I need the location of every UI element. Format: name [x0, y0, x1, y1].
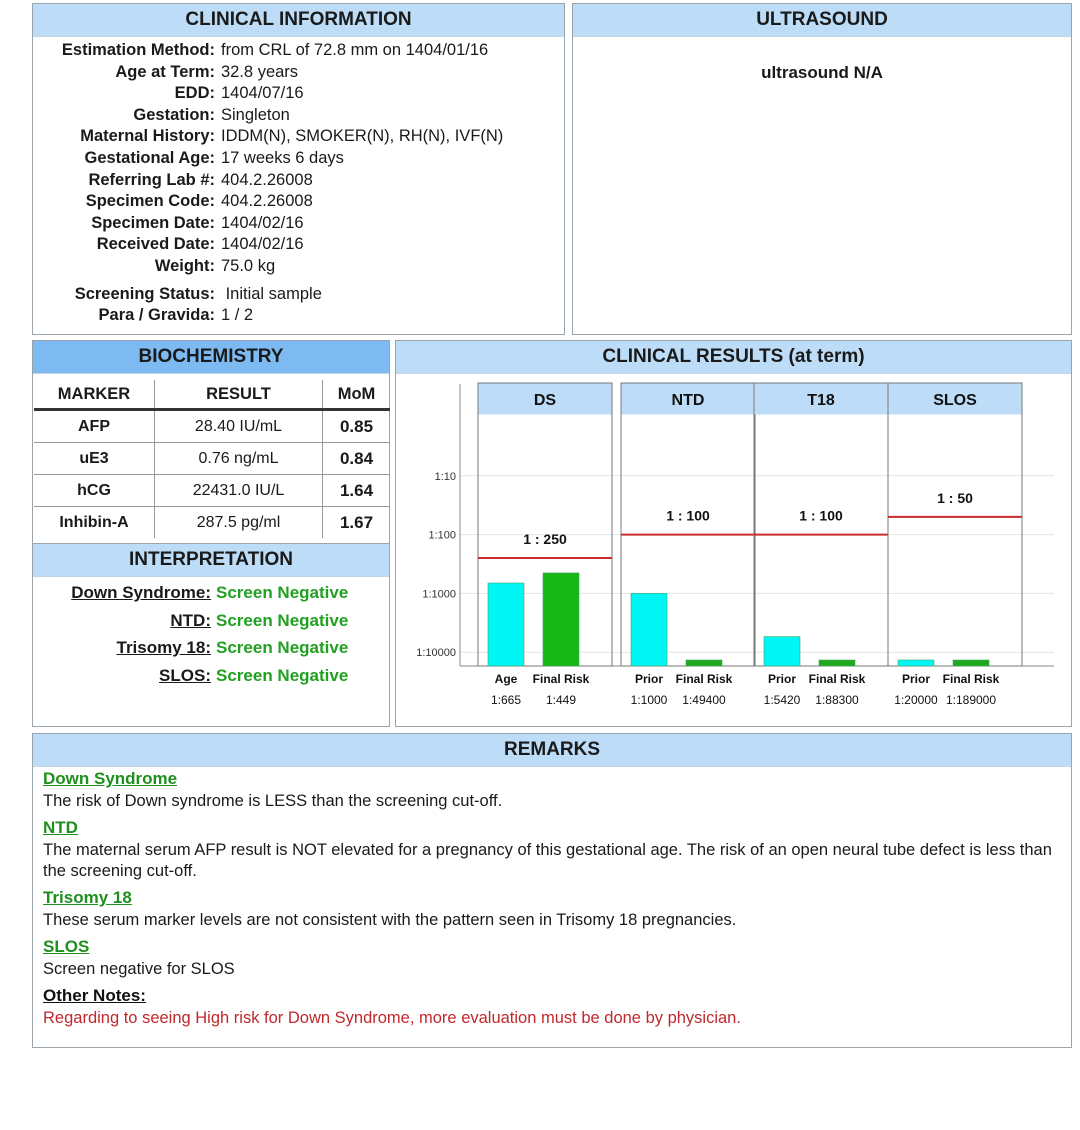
bar-risk-label: 1:665	[490, 693, 522, 707]
remark-text: The maternal serum AFP result is NOT elevated for a pregnancy of this gestational age. The risk of an open neural tube defect is less than the screening cut-off.	[43, 841, 1052, 880]
info-value: 1 / 2	[221, 306, 254, 325]
info-label: Age at Term:	[115, 62, 215, 81]
biochemistry-title: BIOCHEMISTRY	[33, 341, 389, 374]
info-label: Referring Lab #:	[88, 170, 215, 189]
info-label: Gestational Age:	[84, 148, 215, 167]
marker-cell: uE3	[34, 443, 155, 475]
remark-text: Screen negative for SLOS	[43, 960, 235, 978]
column-header: RESULT	[155, 380, 323, 410]
bar-risk-label: 1:449	[545, 693, 577, 707]
bar-risk-label: 1:88300	[815, 693, 859, 707]
info-row	[25, 284, 564, 306]
remarks-title: REMARKS	[33, 734, 1071, 767]
column-header: MARKER	[34, 380, 155, 410]
risk-bar	[488, 583, 524, 666]
info-value: 17 weeks 6 days	[221, 148, 344, 167]
y-tick-label: 1:1000	[422, 588, 456, 601]
y-tick-label: 1:100	[428, 529, 456, 542]
interpretation-value: Screen Negative	[216, 665, 349, 685]
interpretation-label: Down Syndrome:	[71, 583, 211, 602]
remark-text: These serum marker levels are not consistent with the pattern seen in Trisomy 18 pregnancies.	[43, 911, 737, 929]
info-value: 1404/07/16	[221, 84, 304, 103]
info-value: IDDM(N), SMOKER(N), RH(N), IVF(N)	[221, 127, 504, 146]
group-title: T18	[807, 392, 835, 409]
info-label: Maternal History:	[80, 127, 215, 146]
clinical-results-title: CLINICAL RESULTS (at term)	[396, 341, 1071, 374]
bar-label: Prior	[767, 672, 797, 686]
bar-risk-label: 1:20000	[894, 693, 938, 707]
table-row	[34, 507, 390, 539]
group-title: NTD	[671, 392, 705, 409]
table-header-row	[34, 380, 390, 410]
info-label: Weight:	[154, 256, 215, 275]
info-row	[25, 126, 564, 148]
ultrasound-panel	[572, 3, 1072, 335]
info-value: Singleton	[221, 105, 290, 124]
ultrasound-title: ULTRASOUND	[573, 4, 1071, 37]
result-cell: 287.5 pg/ml	[155, 507, 323, 539]
info-row	[25, 305, 564, 327]
ultrasound-status: ultrasound N/A	[761, 63, 883, 82]
bar-label: Age	[494, 672, 518, 686]
remark-text: The risk of Down syndrome is LESS than the screening cut-off.	[43, 792, 503, 810]
interpretation-row	[33, 662, 389, 690]
interpretation-row	[33, 634, 389, 662]
cutoff-label: 1 : 100	[799, 507, 843, 524]
clinical-results-chart	[396, 374, 1071, 727]
other-notes-text: Regarding to seeing High risk for Down Syndrome, more evaluation must be done by physician.	[43, 1009, 741, 1027]
info-value: 404.2.26008	[221, 170, 313, 189]
cutoff-label: 1 : 100	[666, 507, 710, 524]
bar-label: Final Risk	[532, 672, 590, 686]
info-value: Initial sample	[221, 284, 322, 303]
interpretation-row	[33, 607, 389, 635]
marker-cell: hCG	[34, 475, 155, 507]
mom-cell: 1.67	[339, 512, 374, 532]
bar-label: Final Risk	[808, 672, 866, 686]
marker-cell: Inhibin-A	[34, 507, 155, 539]
bar-risk-label: 1:1000	[630, 693, 668, 707]
info-value: 1404/02/16	[221, 235, 304, 254]
info-row	[25, 105, 564, 127]
interpretation-label: Trisomy 18:	[116, 638, 211, 657]
info-row	[25, 170, 564, 192]
cutoff-label: 1 : 50	[937, 489, 973, 506]
info-value: from CRL of 72.8 mm on 1404/01/16	[221, 41, 489, 59]
y-tick-label: 1:10	[434, 470, 456, 483]
table-row	[34, 410, 390, 443]
bar-label: Final Risk	[675, 672, 733, 686]
bar-label: Prior	[634, 672, 664, 686]
y-tick-label: 1:10000	[416, 647, 456, 660]
info-value: 75.0 kg	[221, 256, 276, 275]
other-notes-title: Other Notes:	[43, 986, 146, 1005]
result-cell: 0.76 ng/mL	[155, 443, 323, 475]
remark-title-ntd: NTD	[43, 818, 78, 837]
clinical-information-title: CLINICAL INFORMATION	[33, 4, 564, 37]
info-label: Specimen Date:	[91, 213, 215, 232]
table-row	[34, 475, 390, 507]
interpretation-value: Screen Negative	[216, 638, 349, 657]
info-label: Received Date:	[96, 235, 215, 254]
info-value: 1404/02/16	[221, 213, 304, 232]
column-header: MoM	[323, 380, 391, 410]
result-cell: 22431.0 IU/L	[155, 475, 323, 507]
info-value: 404.2.26008	[221, 192, 313, 211]
remark-title-slos: SLOS	[43, 937, 90, 956]
risk-bar	[764, 637, 800, 666]
table-row	[34, 443, 390, 475]
bar-risk-label: 1:189000	[945, 693, 997, 707]
risk-bar	[686, 660, 722, 666]
info-row	[25, 40, 564, 62]
remark-title-trisomy-18: Trisomy 18	[43, 888, 132, 907]
info-row	[25, 234, 564, 256]
group-frame	[754, 383, 888, 666]
risk-bar	[631, 593, 667, 666]
remark-title-down-syndrome: Down Syndrome	[43, 769, 178, 788]
biochemistry-table	[34, 380, 390, 538]
info-row	[25, 256, 564, 278]
info-row	[25, 62, 564, 84]
info-label: EDD:	[174, 84, 215, 103]
risk-bar	[819, 660, 855, 666]
clinical-results-panel	[395, 340, 1072, 727]
risk-bar	[898, 660, 934, 666]
mom-cell: 0.84	[323, 443, 391, 475]
marker-cell: AFP	[34, 410, 155, 443]
info-label: Screening Status:	[74, 284, 215, 303]
info-row	[25, 148, 564, 170]
interpretation-row	[33, 579, 389, 607]
info-row	[25, 83, 564, 105]
interpretation-title: INTERPRETATION	[33, 543, 389, 577]
risk-bar	[543, 573, 579, 666]
group-title: DS	[533, 392, 557, 409]
info-label: Gestation:	[133, 105, 215, 124]
interpretation-label: NTD:	[170, 610, 211, 630]
result-cell: 28.40 IU/mL	[155, 410, 323, 443]
risk-bar	[953, 660, 989, 666]
info-label: Estimation Method:	[61, 41, 215, 59]
info-value: 32.8 years	[221, 62, 299, 81]
interpretation-value: Screen Negative	[216, 583, 349, 602]
remarks-panel	[32, 733, 1072, 1048]
interpretation-value: Screen Negative	[216, 610, 349, 630]
bar-risk-label: 1:5420	[763, 693, 801, 707]
bar-label: Prior	[901, 672, 931, 686]
biochemistry-panel	[32, 340, 390, 727]
info-row	[25, 213, 564, 235]
group-title: SLOS	[933, 392, 977, 409]
cutoff-label: 1 : 250	[523, 530, 567, 547]
info-label: Specimen Code:	[85, 192, 215, 211]
info-row	[25, 191, 564, 213]
group-frame	[888, 383, 1022, 666]
bar-label: Final Risk	[942, 672, 1000, 686]
bar-risk-label: 1:49400	[682, 693, 726, 707]
mom-cell: 0.85	[323, 410, 391, 443]
clinical-information-panel	[32, 3, 565, 335]
interpretation-label: SLOS:	[159, 665, 211, 685]
mom-cell: 1.64	[323, 475, 391, 507]
info-label: Para / Gravida:	[98, 306, 215, 325]
